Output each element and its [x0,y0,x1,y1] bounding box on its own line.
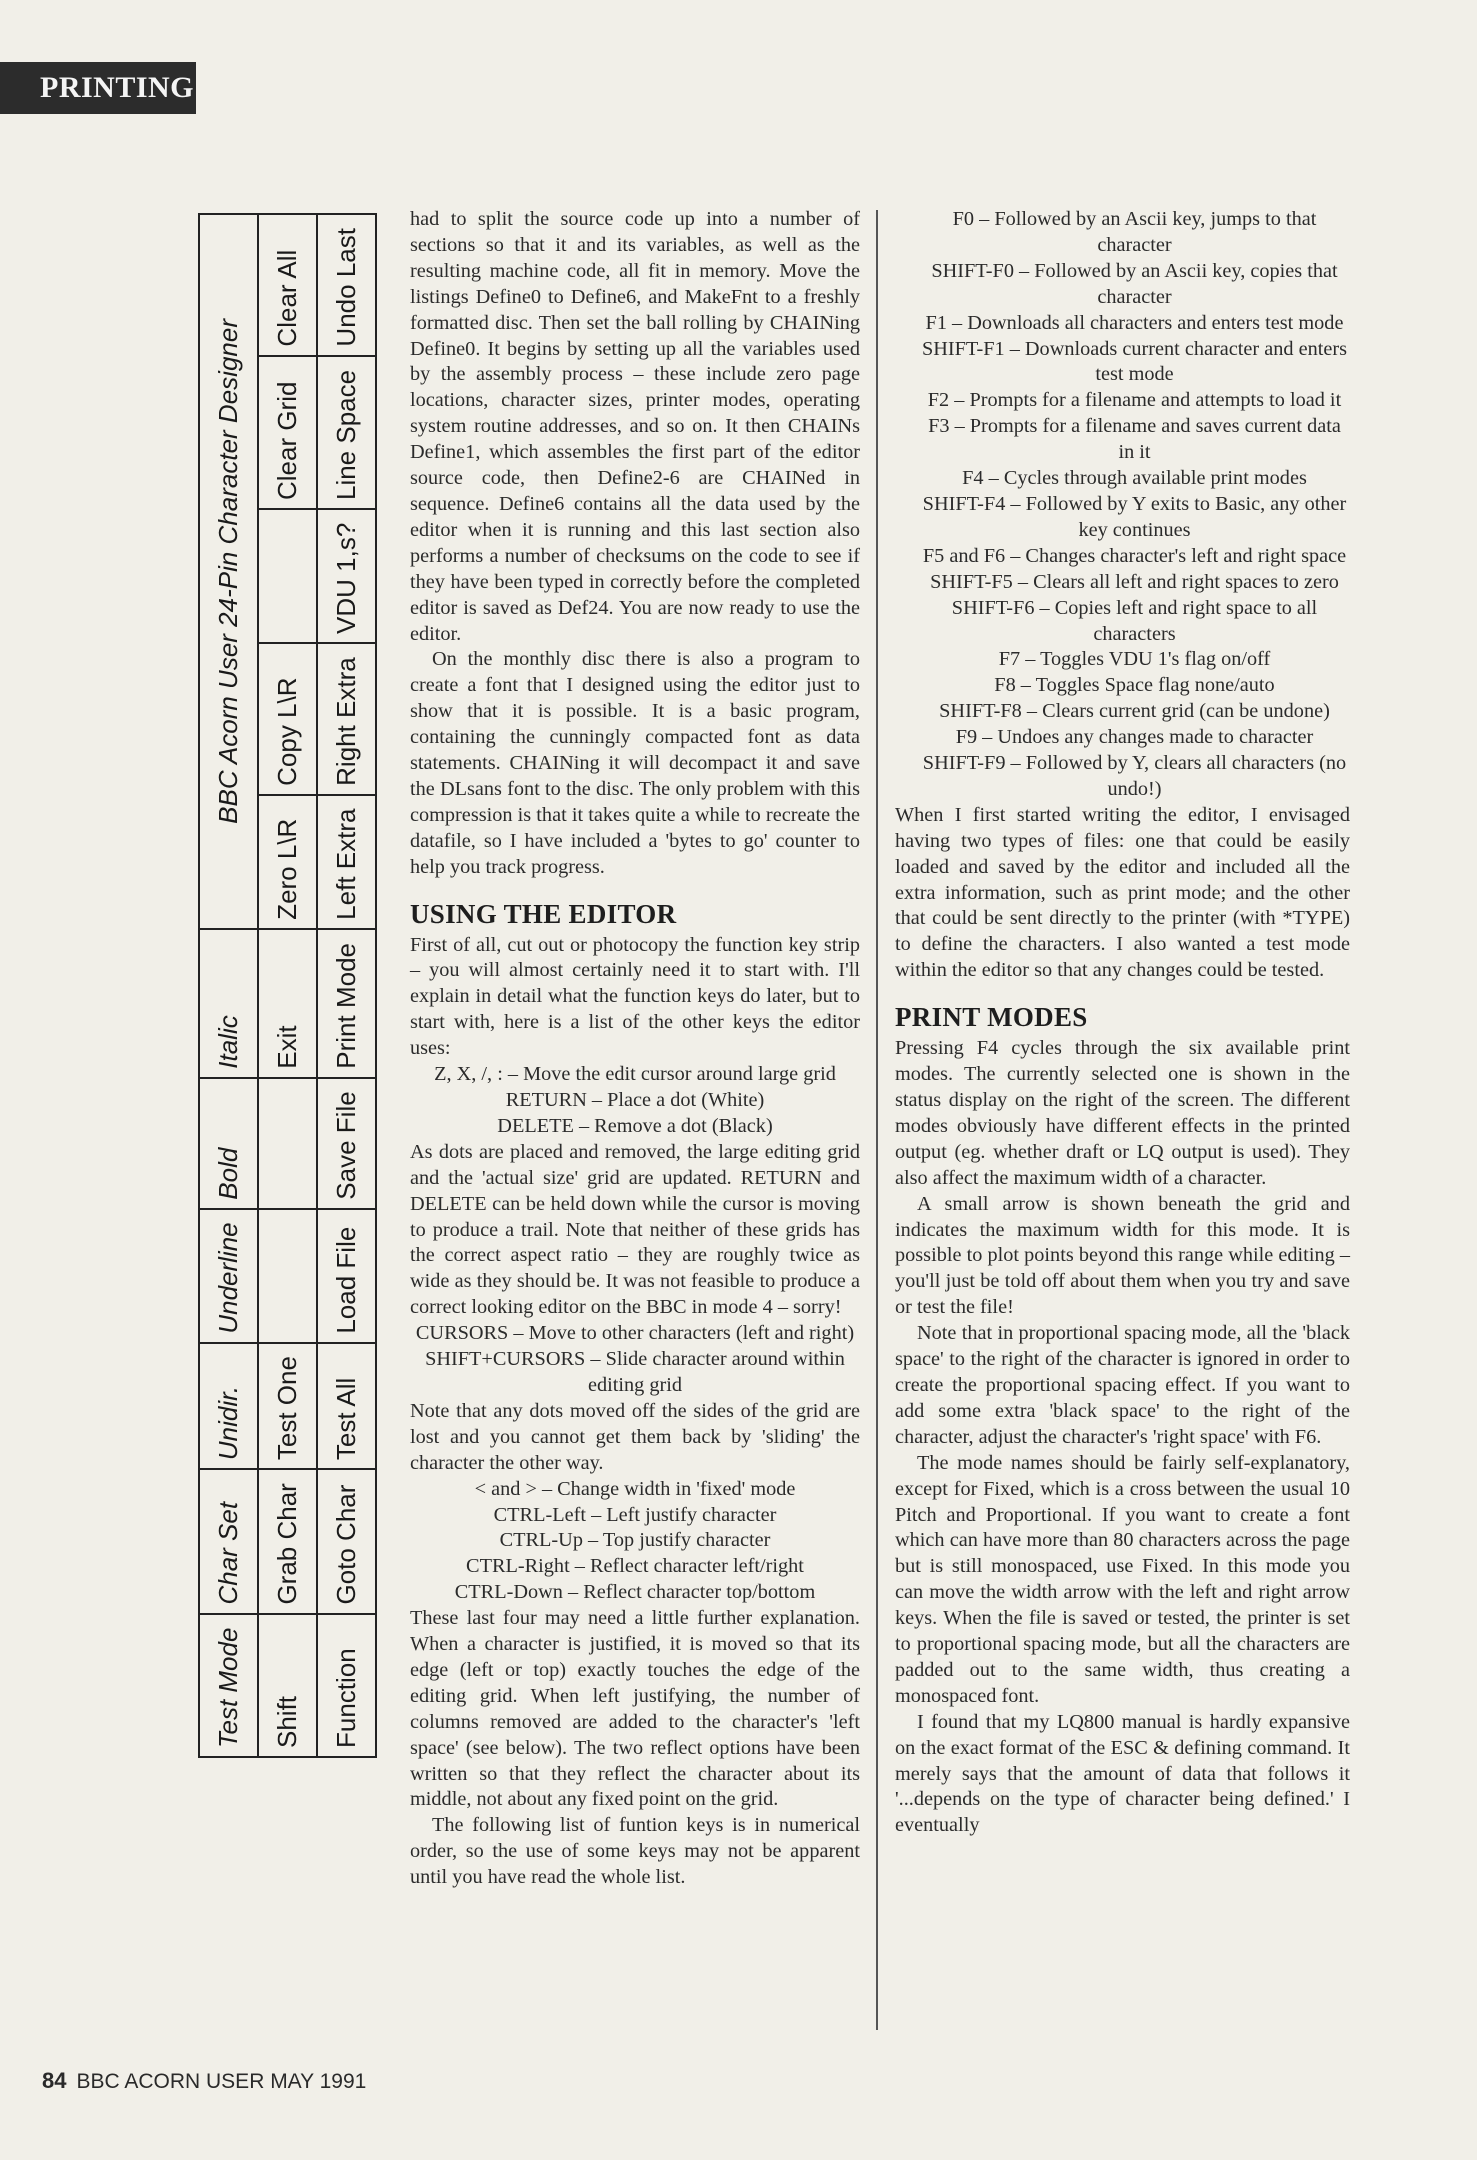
paragraph: The mode names should be fairly self-explanatory, except for Fixed, which is a cross between the usual 10 Pitch and Proportional. If you want to create a font which can have more than 80 characters across the page but is still monospaced, use Fixed. In this mode you can move the width arrow with the left and right arrow keys. When the file is saved or tested, the printer is set to proportional spacing mode, but all the characters are padded out to the same width, thus creating a monospaced font. [895,1451,1350,1707]
strip-cell: Left Extra [317,795,376,929]
strip-cell: VDU 1,s? [317,509,376,643]
paragraph: When I first started writing the editor, I envisaged having two types of files: one that could be easily loaded and saved by the editor and included all the extra information, such as print mode; and the other that could be sent directly to the printer (with *TYPE) to define the characters. I also wanted a test mode within the editor so that any changes could be tested. [895,803,1350,982]
strip-cell: Char Set [199,1469,258,1613]
strip-cell: Clear Grid [258,356,317,509]
key-entry: < and > – Change width in 'fixed' mode [474,1477,796,1500]
strip-cell: Exit [258,929,317,1078]
key-entry: CTRL-Left – Left justify character [493,1503,777,1526]
fkey-entry: SHIFT-F6 – Copies left and right space to all characters [951,596,1318,645]
paragraph: Note that in proportional spacing mode, all the 'black space' to the right of the character is ignored in order to create the proportional spacing effect. If you want to add some extra 'black space' to the right of the character, adjust the character's 'right space' with F6. [895,1322,1350,1448]
strip-cell: Clear All [258,214,317,356]
fkey-entry: F1 – Downloads all characters and enters test mode [925,311,1344,334]
fkey-entry: F2 – Prompts for a filename and attempts to load it [927,389,1342,412]
fkey-entry: SHIFT-F0 – Followed by an Ascii key, copies that character [931,259,1338,308]
strip-cell: Test One [258,1343,317,1469]
strip-cell: Underline [199,1209,258,1343]
fkey-entry: SHIFT-F9 – Followed by Y, clears all characters (no undo!) [922,752,1347,800]
strip-cell: Function [317,1614,376,1757]
fkey-entry: F0 – Followed by an Ascii key, jumps to that character [952,208,1317,256]
function-key-strip [198,213,369,1758]
strip-cell: Undo Last [317,214,376,356]
strip-cell [258,1078,317,1209]
key-entry: RETURN – Place a dot (White) [505,1089,765,1111]
fkey-entry: F4 – Cycles through available print modes [962,467,1307,490]
paragraph: The following list of funtion keys is in numerical order, so the use of some keys may not be apparent until you have read the whole list. [410,1814,860,1889]
strip-cell [258,1209,317,1343]
paragraph: First of all, cut out or photocopy the function key strip – you will almost certainly need it to start with. I'll explain in detail what the function keys do later, but to start with, here is a list of the other keys the editor uses: [410,933,860,1060]
strip-row-header [199,214,258,1757]
strip-cell: Test All [317,1343,376,1469]
column-divider [876,210,878,2030]
strip-cell: Line Space [317,356,376,509]
strip-cell: Unidir. [199,1343,258,1469]
heading-print-modes: PRINT MODES [895,1002,1088,1033]
strip-row-function [317,214,376,1757]
strip-cell: Copy L\R [258,643,317,795]
paragraph: Note that any dots moved off the sides of the grid are lost and you cannot get them back by 'sliding' the character the other way. [410,1399,860,1474]
paragraph: As dots are placed and removed, the large editing grid and the 'actual size' grid are updated. RETURN and DELETE can be held down while the cursor is moving to produce a trail. Note that neither of these grids has the correct aspect ratio – they are roughly twice as wide as they should be. It was not feasible to produce a correct looking editor on the BBC in mode 4 – sorry! [410,1140,860,1319]
strip-title: BBC Acorn User 24-Pin Character Designer [199,214,258,929]
magazine-issue: BBC ACORN USER MAY 1991 [76,2070,367,2093]
key-entry: SHIFT+CURSORS – Slide character around within editing grid [425,1348,845,1396]
page-footer [42,2068,366,2094]
fkey-entry: SHIFT-F1 – Downloads current character and enters test mode [921,337,1348,386]
fkey-entry: F7 – Toggles VDU 1's flag on/off [998,648,1271,671]
fkey-entry: SHIFT-F8 – Clears current grid (can be undone) [939,700,1330,723]
heading-using-the-editor: USING THE EDITOR [410,898,677,929]
key-entry: Z, X, /, : – Move the edit cursor around large grid [434,1063,836,1086]
key-entry: CTRL-Up – Top justify character [499,1529,771,1552]
strip-cell: Goto Char [317,1469,376,1613]
paragraph: had to split the source code up into a number of sections so that it and its variables, as well as the resulting machine code, all fit in memory. Move the listings Define0 to Define6, and MakeFnt to a freshly formatted disc. Then set the ball rolling by CHAINing Define0. It begins by setting up all the variables used by the assembly process – these include zero page locations, character sizes, printer modes, operating system routine addresses, and so on. It then CHAINs Define1, which assembles the first part of the editor source code, then Define2-6 are CHAINed in sequence. Define6 contains all the data used by the editor when it is running and this last section also performs a number of checksums on the code to see if they have been typed in correctly before the completed editor is saved as Def24. You are now ready to use the editor. [410,208,860,645]
page-number: 84 [42,2068,67,2093]
fkey-entry: F8 – Toggles Space flag none/auto [994,674,1275,697]
strip-row-shift [258,214,317,1757]
paragraph: Pressing F4 cycles through the six available print modes. The currently selected one is shown in the status display on the right of the screen. The different modes obviously have different effects in the printed output (eg. whether draft or LQ output is used). They also affect the maximum width of a character. [895,1037,1350,1189]
fkey-entry: F3 – Prompts for a filename and saves current data in it [928,415,1341,464]
strip-cell: Save File [317,1078,376,1209]
strip-cell [258,509,317,643]
strip-cell: Italic [199,929,258,1078]
fkey-entry: F9 – Undoes any changes made to character [955,726,1314,749]
paragraph: These last four may need a little further explanation. When a character is justified, it is moved so that its edge (left or top) exactly touches the edge of the editing grid. When left justifying, the number of columns removed are added to the character's 'left space' (see below). The two reflect options have been written so that they reflect the character about its middle, not about any fixed point on the grid. [410,1607,860,1811]
strip-cell: Grab Char [258,1469,317,1613]
article-column-2 [895,207,1350,1839]
article-column-1 [410,207,860,1891]
fkey-entry: F5 and F6 – Changes character's left and right space [922,544,1347,567]
key-entry: DELETE – Remove a dot (Black) [497,1114,773,1137]
paragraph: I found that my LQ800 manual is hardly expansive on the exact format of the ESC & defining command. It merely says that the amount of data that follows it '...depends on the type of character being defined.' I eventually [895,1710,1350,1837]
strip-cell: Test Mode [199,1614,258,1757]
fkey-entry: SHIFT-F5 – Clears all left and right spaces to zero [930,570,1339,593]
strip-cell: Shift [258,1614,317,1757]
key-entry: CURSORS – Move to other characters (left and right) [415,1322,855,1345]
strip-cell: Bold [199,1078,258,1209]
paragraph: A small arrow is shown beneath the grid and indicates the maximum width for this mode. It is possible to plot points beyond this range while editing – you'll just be told off about them when you try and save or test the file! [895,1192,1350,1319]
fkey-entry: SHIFT-F4 – Followed by Y exits to Basic, any other key continues [922,492,1347,541]
key-entry: CTRL-Right – Reflect character left/right [466,1555,804,1578]
function-key-list [919,207,1350,803]
strip-cell: Zero L\R [258,795,317,929]
key-entry: CTRL-Down – Reflect character top/bottom [454,1581,816,1604]
strip-cell: Right Extra [317,643,376,795]
function-key-table [198,213,377,1758]
section-banner [0,62,196,114]
strip-cell: Load File [317,1209,376,1343]
section-title: PRINTING [40,71,195,104]
strip-cell: Print Mode [317,929,376,1078]
paragraph: On the monthly disc there is also a program to create a font that I designed using the editor just to show that it is possible. It is a basic program, containing the cunningly compacted font as data statements. CHAINing it will decompact it and save the DLsans font to the disc. The only problem with this compression is that it takes quite a while to recreate the datafile, so I have included a 'bytes to go' counter to help you track progress. [410,648,860,878]
